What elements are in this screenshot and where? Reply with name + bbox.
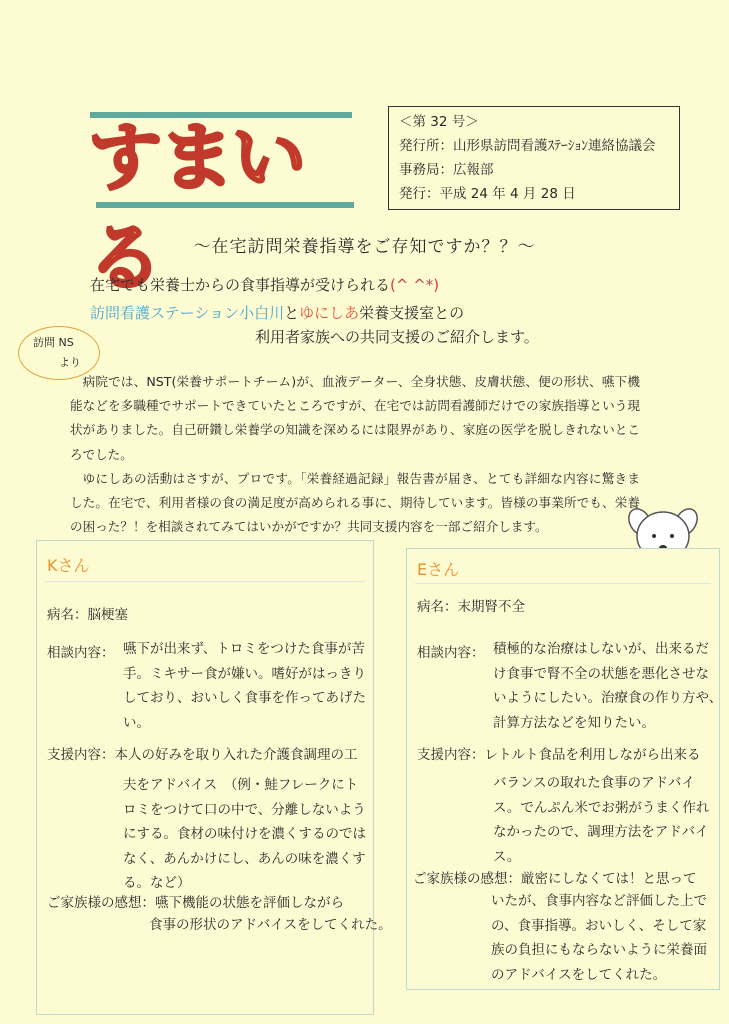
- support-text: [123, 773, 366, 896]
- case-k-name: Kさん: [47, 556, 90, 575]
- feedback-line: のアドバイスをしてくれた。: [491, 966, 667, 983]
- station-name: 訪問看護ステーション小白川: [90, 304, 285, 322]
- support-row: [47, 743, 358, 763]
- publisher: 発行所：山形県訪問看護ｽﾃｰｼｮﾝ連絡協議会: [399, 138, 656, 154]
- consult-line: いようにしたい。治療食の作り方や、: [493, 690, 723, 706]
- support-line: なかったので、調理方法をアドバイ: [493, 824, 709, 840]
- disease-label: 病名：: [47, 607, 88, 623]
- feedback-label: ご家族様の感想：: [413, 871, 521, 887]
- support-line: ス。でんぷん米でお粥がうまく作れ: [493, 799, 710, 816]
- case-k-card: [36, 540, 392, 1015]
- intro-line-3: 利用者家族への共同支援のご紹介します。: [255, 328, 539, 346]
- consult-line: 嚥下が出来ず、トロミをつけた食事が苦: [123, 641, 365, 657]
- paragraph-1: 病院では、NST(栄養サポートチーム)が、血液データー、全身状態、皮膚状態、便の形状、嚥下機能などを多職種でサポートできていたところですが、在宅では訪問看護師だけでの家族指導という現状がありました。自己研鑽し栄養学の知識を深めるには限界があり、家庭の医学を脱しきれないところでした。: [70, 374, 640, 462]
- support-label: 支援内容：: [47, 747, 115, 763]
- intro-text: 在宅でも栄養士からの食事指導が受けられる: [90, 276, 391, 294]
- consult-line: しており、おいしく食事を作ってあげた: [123, 690, 366, 706]
- support-line: 夫をアドバイス （例・鮭フレークにト: [123, 777, 359, 793]
- support-line: にする。食材の味付けを濃くするのでは: [123, 826, 366, 842]
- feedback-row: [47, 891, 344, 911]
- feedback-line: いたが、食事内容など評価した上で: [491, 893, 707, 909]
- consult-line: 計算方法などを知りたい。: [493, 714, 655, 731]
- support-first-line: レトルト食品を利用しながら出来る: [484, 747, 701, 763]
- publish-date: 発行：平成 24 年 4 月 28 日: [399, 186, 576, 202]
- newsletter-title: すまいる: [88, 115, 304, 301]
- intro-line-2: [90, 302, 464, 323]
- support-line: る。など）: [123, 875, 191, 891]
- consult-line: け食事で腎不全の状態を悪化させな: [493, 665, 709, 682]
- support-first-line: 本人の好みを取り入れた介護食調理の工: [114, 747, 358, 763]
- issue-number: ＜第 32 号＞: [399, 114, 479, 130]
- issue-info-box: [388, 106, 680, 210]
- bubble-line-2: より: [59, 356, 81, 369]
- feedback-label: ご家族様の感想：: [47, 895, 155, 911]
- support-line: なく、あんかけにし、あんの味を濃くす: [123, 850, 366, 867]
- support-line: ロミをつけて口の中で、分離しないよう: [123, 801, 366, 818]
- disease-value: 脳梗塞: [87, 607, 128, 623]
- intro-line-1: [90, 274, 439, 295]
- support-line: ス。: [493, 848, 521, 865]
- disease-row: [417, 595, 525, 615]
- smiley-emoticon: (^ ^*): [390, 276, 440, 294]
- support-row: [417, 743, 701, 763]
- office: 事務局：広報部: [399, 162, 494, 178]
- body-paragraphs: [70, 370, 640, 539]
- feedback-line: 族の負担にもならないように栄養面: [491, 942, 707, 958]
- case-e-name: Eさん: [417, 560, 460, 579]
- consult-label: 相談内容：: [417, 645, 485, 661]
- support-text: [493, 771, 709, 869]
- support-line: バランスの取れた食事のアドバイ: [493, 775, 695, 791]
- bubble-line-1: 訪問 NS: [33, 336, 74, 349]
- consult-text: [123, 637, 366, 735]
- consult-line: 積極的な治療はしないが、出来るだ: [493, 641, 709, 657]
- consult-label: 相談内容：: [47, 645, 115, 661]
- conjunction: と: [284, 304, 300, 322]
- support-room: 栄養支援室との: [359, 304, 465, 322]
- consult-line: 手。ミキサー食が嫌い。嗜好がはっきり: [123, 665, 366, 682]
- feedback-first-line: 厳密にしなくては！と思って: [521, 871, 697, 887]
- title-bar-bottom: [96, 202, 354, 208]
- case-e-card: [406, 548, 723, 990]
- feedback-text: [149, 913, 392, 938]
- paragraph-2: ゆにしあの活動はさすが、プロです。「栄養経過記録」報告書が届き、とても詳細な内容に驚きました。在宅で、利用者様の食の満足度が高められる事に、期待しています。皆様の事業所でも、栄養の困った？！を相談されてみてはいかがですか？共同支援内容を一部ご紹介します。: [70, 470, 640, 535]
- consult-text: [493, 637, 722, 735]
- card-divider: [45, 581, 365, 582]
- card-divider: [415, 583, 711, 584]
- feedback-row: [413, 867, 697, 887]
- consult-line: い。: [123, 714, 150, 731]
- disease-label: 病名：: [417, 599, 458, 615]
- disease-row: [47, 603, 128, 623]
- feedback-first-line: 嚥下機能の状態を評価しながら: [155, 895, 344, 911]
- support-label: 支援内容：: [417, 747, 485, 763]
- feedback-line: の、食事指導。おいしく、そして家: [491, 917, 707, 934]
- feedback-text: [491, 889, 707, 987]
- feedback-line: 食事の形状のアドバイスをしてくれた。: [149, 917, 392, 933]
- unisia-name: ゆにしあ: [299, 304, 360, 322]
- disease-value: 末期腎不全: [457, 599, 525, 615]
- article-subtitle: ～在宅訪問栄養指導をご存知ですか？？～: [193, 237, 536, 257]
